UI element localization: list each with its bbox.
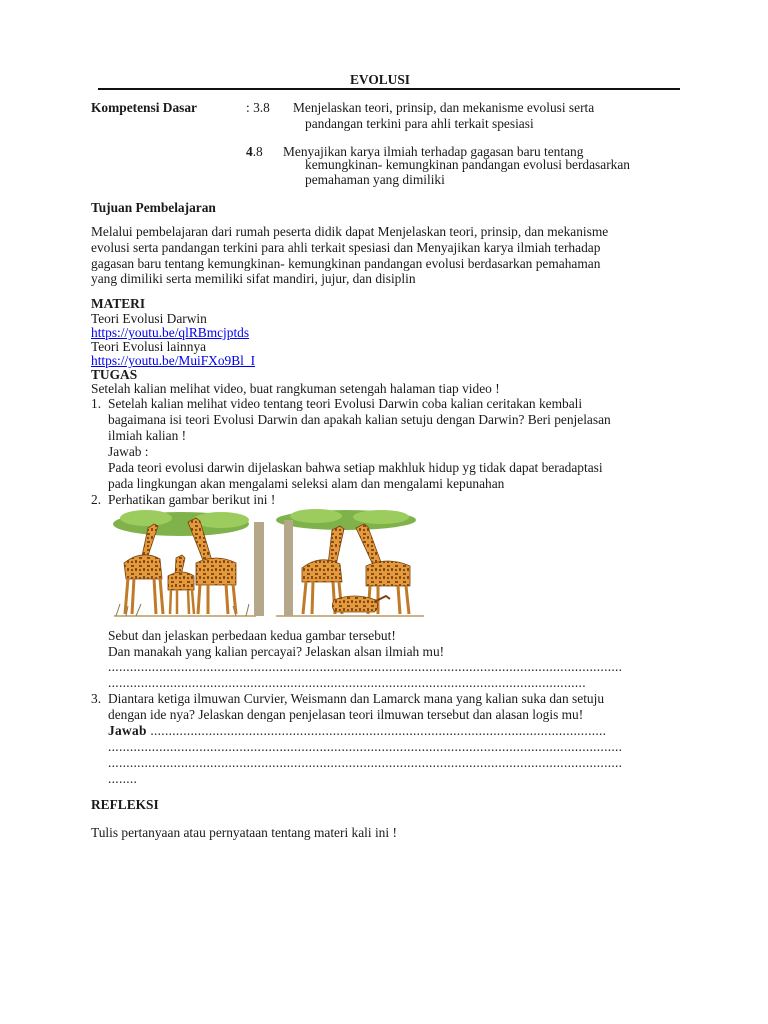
kd-label: Kompetensi Dasar [91, 100, 198, 115]
tujuan-line-2: evolusi serta pandangan terkini para ahli terkait spesiasi dan Menyajikan karya ilmiah terhadap [91, 240, 601, 255]
tujuan-line-1: Melalui pembelajaran dari rumah peserta didik dapat Menjelaskan teori, prinsip, dan mekanisme [91, 224, 609, 239]
tujuan-heading: Tujuan Pembelajaran [91, 200, 216, 215]
q2-number: 2. [91, 492, 102, 507]
refleksi-text: Tulis pertanyaan atau pernyataan tentang materi kali ini ! [91, 825, 397, 840]
q3-line-1: Diantara ketiga ilmuwan Curvier, Weismann dan Lamarck mana yang kalian suka dan setuju [108, 691, 605, 706]
kd-4-8-line-3: pemahaman yang dimiliki [305, 172, 445, 187]
tujuan-line-3: gagasan baru tentang kemungkinan- kemungkinan pandangan evolusi berdasarkan pemahaman [91, 256, 601, 271]
q2-answer-dots-1: ............................................................................................................................................. [108, 659, 623, 674]
q3-line-2: dengan ide nya? Jelaskan dengan penjelasan teori ilmuwan tersebut dan alasan logis mu! [108, 707, 584, 722]
q3-answer-dots-3: ........ [108, 771, 138, 786]
kd-4-8-line-2: kemungkinan- kemungkinan pandangan evolusi berdasarkan [305, 157, 630, 172]
materi-item-darwin: Teori Evolusi Darwin [91, 311, 207, 326]
materi-heading: MATERI [91, 296, 146, 311]
q3-jawab-row: Jawab ............................................................................................................................. [108, 723, 607, 738]
materi-item-lainnya: Teori Evolusi lainnya [91, 339, 207, 354]
q3-answer-dots-2: ............................................................................................................................................. [108, 755, 623, 770]
giraffe-panel-right [276, 509, 424, 616]
q1-number: 1. [91, 396, 102, 411]
q2-answer-dots-2: ................................................................................................................................... [108, 675, 586, 690]
tujuan-line-4: yang dimiliki serta memiliki sifat mandiri, jujur, dan disiplin [91, 271, 416, 286]
kd-3-8-line-1: Menjelaskan teori, prinsip, dan mekanisme evolusi serta [293, 100, 595, 115]
giraffe-illustration [106, 508, 426, 622]
q3-answer-dots-1: ............................................................................................................................................. [108, 739, 623, 754]
q1-jawab-label: Jawab : [108, 444, 149, 459]
q3-number: 3. [91, 691, 102, 706]
q1-line-3: ilmiah kalian ! [108, 428, 187, 443]
page-title: EVOLUSI [350, 72, 411, 87]
materi-link-darwin[interactable]: https://youtu.be/qlRBmcjptds [91, 325, 250, 340]
tugas-intro: Setelah kalian melihat video, buat rangkuman setengah halaman tiap video ! [91, 381, 500, 396]
kd-4-8-line-1: Menyajikan karya ilmiah terhadap gagasan baru tentang [283, 144, 584, 159]
q2-prompt: Perhatikan gambar berikut ini ! [108, 492, 276, 507]
kd-number-3-8: : 3.8 [246, 100, 270, 115]
q1-answer-line-2: pada lingkungan akan mengalami seleksi alam dan mengalami kepunahan [108, 476, 505, 491]
kd-3-8-line-2: pandangan terkini para ahli terkait spesiasi [305, 116, 534, 131]
materi-link-lainnya[interactable]: https://youtu.be/MuiFXo9Bl_I [91, 353, 256, 368]
kd-number-4-8: 4.8 [246, 144, 263, 159]
title-rule [98, 88, 680, 90]
refleksi-heading: REFLEKSI [91, 797, 159, 812]
giraffe-panel-left [113, 510, 264, 616]
q1-answer-line-1: Pada teori evolusi darwin dijelaskan bahwa setiap makhluk hidup yg tidak dapat beradaptasi [108, 460, 603, 475]
q1-line-1: Setelah kalian melihat video tentang teori Evolusi Darwin coba kalian ceritakan kembali [108, 396, 583, 411]
q2-line-1: Sebut dan jelaskan perbedaan kedua gambar tersebut! [108, 628, 396, 643]
tugas-heading: TUGAS [91, 367, 138, 382]
q1-line-2: bagaimana isi teori Evolusi Darwin dan apakah kalian setuju dengan Darwin? Beri penjelasan [108, 412, 611, 427]
q2-line-2: Dan manakah yang kalian percayai? Jelaskan alsan ilmiah mu! [108, 644, 445, 659]
